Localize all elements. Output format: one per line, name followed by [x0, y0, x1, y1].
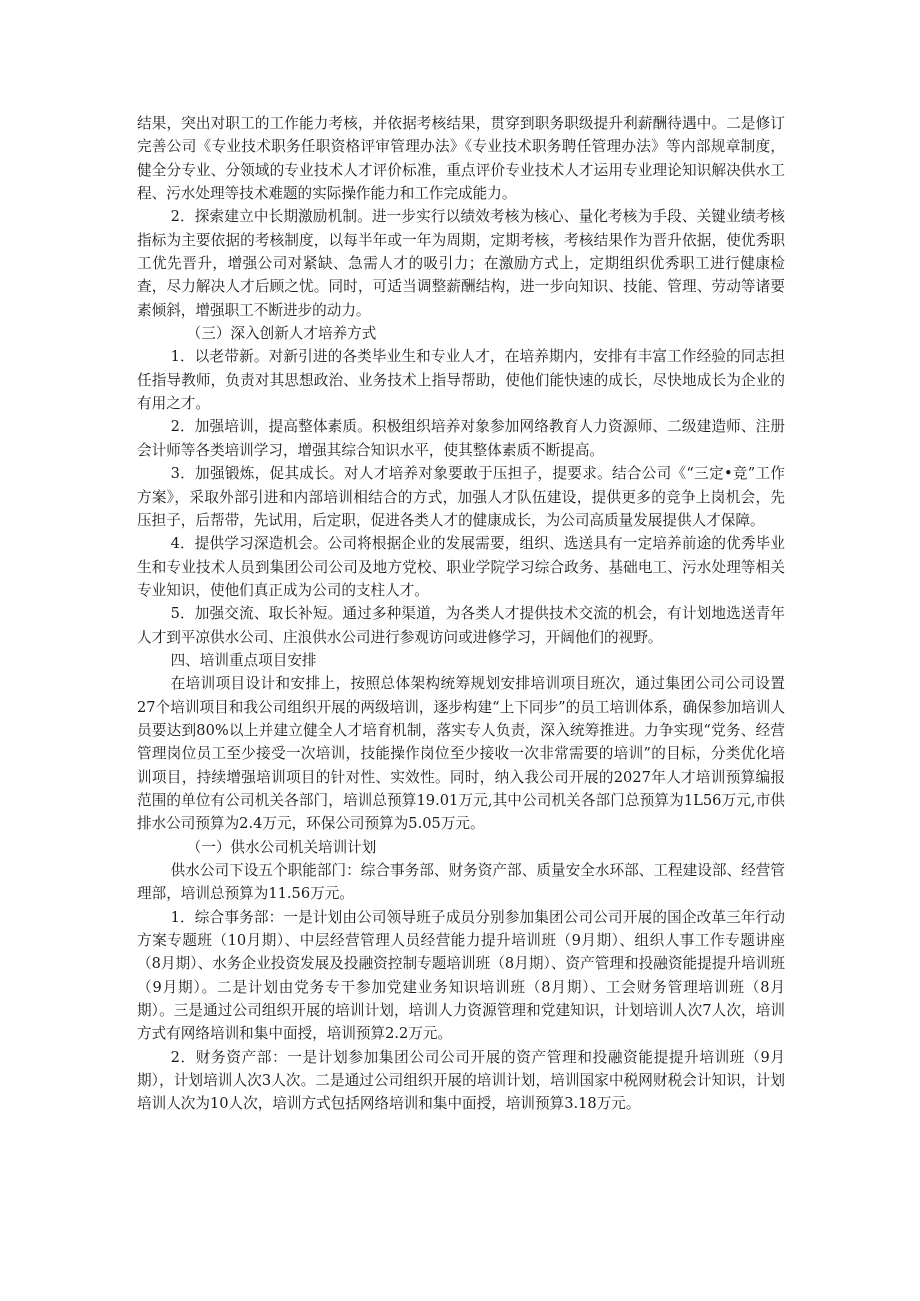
document-body [137, 112, 785, 1116]
paragraph: 4．提供学习深造机会。公司将根据企业的发展需要，组织、选送具有一定培养前途的优秀毕业生和专业技术人员到集团公司公司及地方党校、职业学院学习综合政务、基础电工、污水处理等相关专业知识，使他们真正成为公司的支柱人才。 [137, 535, 785, 599]
section-heading: 四、培训重点项目安排 [170, 651, 317, 669]
paragraph: 2．财务资产部：一是计划参加集团公司公司开展的资产管理和投融资能提提升培训班（9月期），计划培训人次3人次。二是通过公司组织开展的培训计划，培训国家中税网财税会计知识，计划培训人次为10人次，培训方式包括网络培训和集中面授，培训预算3.18万元。 [137, 1048, 785, 1113]
paragraph: 2．探索建立中长期激励机制。进一步实行以绩效考核为核心、量化考核为手段、关键业绩考核指标为主要依据的考核制度，以每半年或一年为周期，定期考核，考核结果作为晋升依据，使优秀职工优先晋升，增强公司对紧缺、急需人才的吸引力；在激励方式上，定期组织优秀职工进行健康检查，尽力解决人才后顾之忧。同时，可适当调整薪酬结构，进一步向知识、技能、管理、劳动等诸要素倾斜，增强职工不断进步的动力。 [137, 208, 785, 319]
paragraph: 3．加强锻炼，促其成长。对人才培养对象要敢于压担子，提要求。结合公司《“三定•竞”工作方案》，采取外部引进和内部培训相结合的方式，加强人才队伍建设，提供更多的竞争上岗机会，先压担子，后帮带，先试用，后定职，促进各类人才的健康成长，为公司高质量发展提供人才保障。 [137, 465, 785, 529]
paragraph: 2．加强培训，提高整体素质。积极组织培养对象参加网络教育人力资源师、二级建造师、注册会计师等各类培训学习，增强其综合知识水平，使其整体素质不断提高。 [137, 418, 785, 459]
paragraph: 结果，突出对职工的工作能力考核，并依据考核结果，贯穿到职务职级提升利薪酬待遇中。二是修订完善公司《专业技术职务任职资格评审管理办法》《专业技术职务聘任管理办法》等内部规章制度，健全分专业、分领域的专业技术人才评价标准，重点评价专业技术人才运用专业理论知识解决供水工程、污水处理等技术难题的实际操作能力和工作完成能力。 [137, 115, 785, 203]
section-heading: （一）供水公司机关培训计划 [186, 838, 377, 856]
section-heading: （三）深入创新人才培养方式 [186, 325, 377, 343]
paragraph: 1．综合事务部：一是计划由公司领导班子成员分别参加集团公司公司开展的国企改革三年行动方案专题班（10月期）、中层经营管理人员经营能力提升培训班（9月期）、组织人事工作专题讲座（8月期）、水务企业投资发展及投融资控制专题培训班（8月期）、资产管理和投融资能提提升培训班（9月期）。二是计划由党务专干参加党建业务知识培训班（8月期）、工会财务管理培训班（8月期）。三是通过公司组织开展的培训计划，培训人力资源管理和党建知识，计划培训人次7人次，培训方式有网络培训和集中面授，培训预算2.2万元。 [137, 908, 785, 1043]
paragraph: 在培训项目设计和安排上，按照总体架构统筹规划安排培训项目班次，通过集团公司公司设置27个培训项目和我公司组织开展的两级培训，逐步构建“上下同步”的员工培训体系，确保参加培训人员要达到80%以上并建立健全人才培育机制，落实专人负责，深入统筹推进。力争实现“党务、经营管理岗位员工至少接受一次培训，技能操作岗位至少接收一次非常需要的培训”的目标，分类优化培训项目，持续增强培训项目的针对性、实效性。同时，纳入我公司开展的2027年人才培训预算编报范围的单位有公司机关各部门，培训总预算19.01万元,其中公司机关各部门总预算为1L56万元,市供排水公司预算为2.4万元，环保公司预算为5.05万元。 [137, 675, 785, 833]
paragraph: 1．以老带新。对新引进的各类毕业生和专业人才，在培养期内，安排有丰富工作经验的同志担任指导教师，负责对其思想政治、业务技术上指导帮助，使他们能快速的成长，尽快地成长为企业的有用之才。 [137, 348, 785, 413]
paragraph: 供水公司下设五个职能部门：综合事务部、财务资产部、质量安全水环部、工程建设部、经营管理部，培训总预算为11.56万元。 [137, 862, 785, 903]
paragraph: 5．加强交流、取长补短。通过多种渠道，为各类人才提供技术交流的机会，有计划地选送青年人才到平凉供水公司、庄浪供水公司进行参观访问或进修学习，开阔他们的视野。 [137, 605, 785, 646]
